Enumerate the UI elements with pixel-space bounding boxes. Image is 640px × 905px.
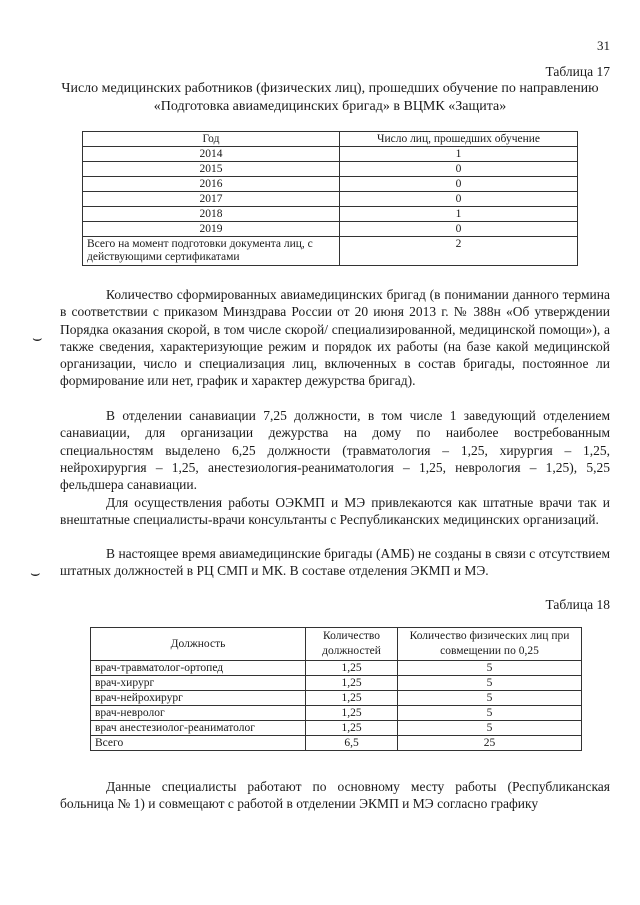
table17-count: 0 (340, 222, 578, 237)
table-row (91, 661, 582, 676)
table18-position: врач-травматолог-ортопед (91, 661, 306, 676)
margin-mark: ⌣ (32, 330, 43, 347)
table17-year: 2016 (83, 177, 340, 192)
table17-count: 1 (340, 147, 578, 162)
table18-posts: 1,25 (306, 676, 398, 691)
table17-count: 0 (340, 162, 578, 177)
table18-header-persons: Количество физических лиц при совмещении по 0,25 (398, 628, 582, 661)
table18-header-posts: Количество должностей (306, 628, 398, 661)
table-row (91, 721, 582, 736)
table18-header-row (91, 628, 582, 661)
table17-header-row (83, 132, 578, 147)
paragraph-amb-status: В настоящее время авиамедицинские бригады (АМБ) не созданы в связи с отсутствием штатных должностей в РЦ СМП и МК. В составе отделения ЭКМП и МЭ. (60, 546, 610, 579)
table18-persons: 5 (398, 706, 582, 721)
table-row (83, 207, 578, 222)
table18-position: врач-невролог (91, 706, 306, 721)
table17-year: 2015 (83, 162, 340, 177)
table17-year: 2017 (83, 192, 340, 207)
table18-posts: 1,25 (306, 661, 398, 676)
paragraph-brigades: Количество сформированных авиамедицинских бригад (в понимании данного термина в соответствии с приказом Минздрава России от 20 июня 2013 г. № 388н «Об утверждении Порядка оказания скорой, в том числе скорой/ специализированной, медицинской помощи»), а также сведения, характеризующие режим и порядок их работы (на базе какой медицинской организации, число и специализация лиц, включенных в состав бригады, постоянное ли формирование или нет, график и характер дежурства бригад). (60, 287, 610, 389)
table18-position: врач анестезиолог-реаниматолог (91, 721, 306, 736)
table-row (91, 691, 582, 706)
table17-year: 2014 (83, 147, 340, 162)
table-row (83, 162, 578, 177)
paragraph-specialists: Данные специалисты работают по основному месту работы (Республиканская больница № 1) и совмещают с работой в отделении ЭКМП и МЭ согласно графику (60, 779, 610, 812)
table17 (82, 131, 578, 266)
table-row (83, 147, 578, 162)
table17-year: 2019 (83, 222, 340, 237)
table18-posts: 1,25 (306, 706, 398, 721)
table-row (83, 177, 578, 192)
table18-caption: Таблица 18 (545, 597, 610, 612)
table17-caption: Таблица 17 (545, 64, 610, 79)
table18-persons: 5 (398, 691, 582, 706)
table18-header-position: Должность (91, 628, 306, 661)
table17-header-year: Год (83, 132, 340, 147)
table18 (90, 627, 582, 751)
table17-count: 0 (340, 177, 578, 192)
table-row (91, 676, 582, 691)
table-row (83, 222, 578, 237)
table18-posts: 1,25 (306, 691, 398, 706)
table18-persons: 5 (398, 721, 582, 736)
table18-persons: 5 (398, 676, 582, 691)
margin-mark: ⌣ (30, 565, 41, 582)
table18-persons: 5 (398, 661, 582, 676)
paragraph-sanaviation: В отделении санавиации 7,25 должности, в том числе 1 заведующий отделением санавиации, для организации дежурства на дому по наиболее востребованным специальностям выделено 6,25 должности (травматология – 1,25, хирургия – 1,25, нейрохирургия – 1,25, анестезиология-реаниматология – 1,25, неврология – 1,25), 5,25 фельдшера санавиации. (60, 408, 610, 493)
table17-count: 1 (340, 207, 578, 222)
table18-posts: 6,5 (306, 736, 398, 751)
table17-header-count: Число лиц, прошедших обучение (340, 132, 578, 147)
table18-posts: 1,25 (306, 721, 398, 736)
table17-total-label: Всего на момент подготовки документа лиц, с действующими сертификатами (83, 237, 340, 266)
table18-persons: 25 (398, 736, 582, 751)
table17-year: 2018 (83, 207, 340, 222)
page-number: 31 (597, 38, 610, 53)
paragraph-staff: Для осуществления работы ОЭКМП и МЭ привлекаются как штатные врачи так и внештатные специалисты-врачи консультанты с Республиканских медицинских организаций. (60, 495, 610, 528)
table18-position: врач-хирург (91, 676, 306, 691)
table17-title: Число медицинских работников (физических лиц), прошедших обучение по направлению «Подготовка авиамедицинских бригад» в ВЦМК «Защита» (61, 81, 599, 114)
table18-total-row (91, 736, 582, 751)
table18-position: врач-нейрохирург (91, 691, 306, 706)
table17-total-value: 2 (340, 237, 578, 266)
table18-position: Всего (91, 736, 306, 751)
table17-count: 0 (340, 192, 578, 207)
table-row (91, 706, 582, 721)
table-row (83, 192, 578, 207)
table17-total-row (83, 237, 578, 266)
